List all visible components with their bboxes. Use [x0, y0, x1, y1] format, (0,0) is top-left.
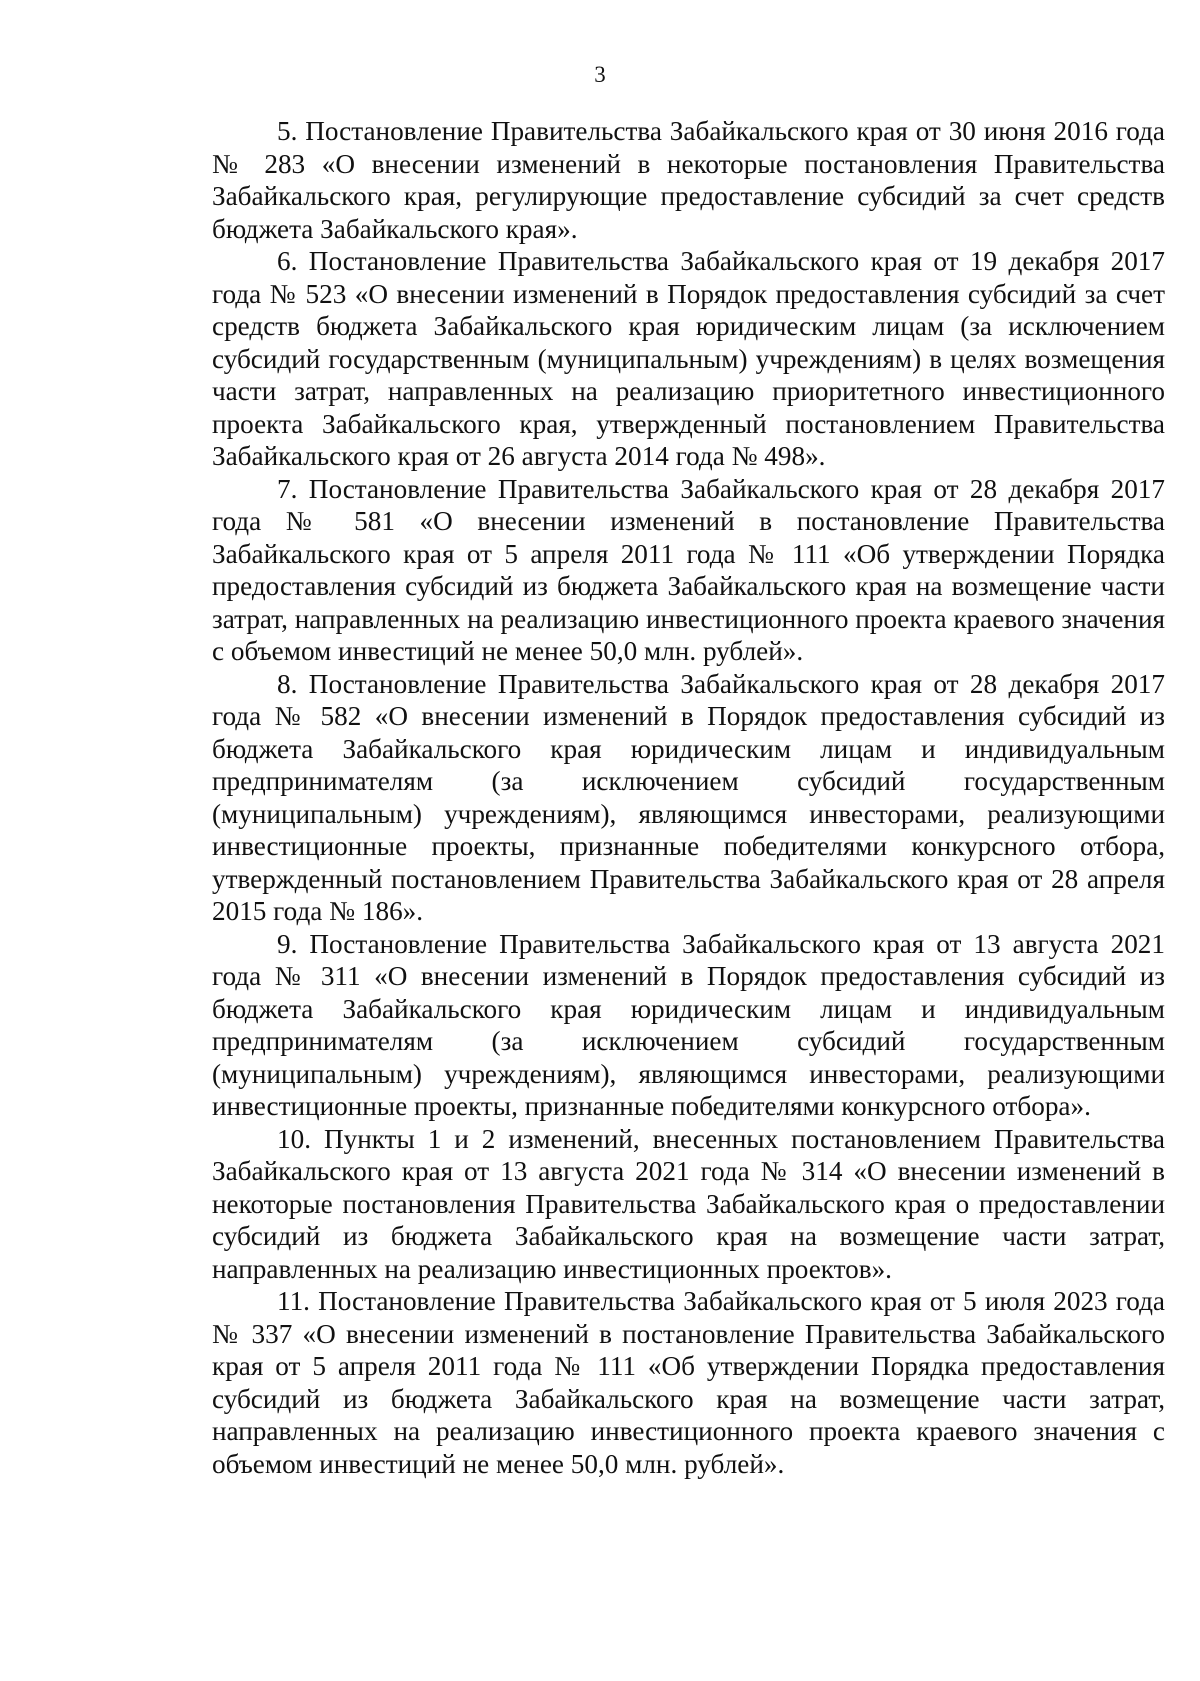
list-item-10: 10. Пункты 1 и 2 изменений, внесенных постановлением Правительства Забайкальского края от 13 августа 2021 года № 314 «О внесении изменений в некоторые постановления Правительства Забайкальского края о предоставлении субсидий из бюджета Забайкальского края на возмещение части затрат, направленных на реализацию инвестиционных проектов». — [212, 1123, 1165, 1284]
list-item-8: 8. Постановление Правительства Забайкальского края от 28 декабря 2017 года № 582 «О внесении изменений в Порядок предоставления субсидий из бюджета Забайкальского края юридическим лицам и индивидуальным предпринимателям (за исключением субсидий государственным (муниципальным) учреждениям), являющимся инвесторами, реализующими инвестиционные проекты, признанные победителями конкурсного отбора, утвержденный постановлением Правительства Забайкальского края от 28 апреля 2015 года № 186». — [212, 668, 1165, 926]
list-item-9: 9. Постановление Правительства Забайкальского края от 13 августа 2021 года № 311 «О внесении изменений в Порядок предоставления субсидий из бюджета Забайкальского края юридическим лицам и индивидуальным предпринимателям (за исключением субсидий государственным (муниципальным) учреждениям), являющимся инвесторами, реализующими инвестиционные проекты, признанные победителями конкурсного отбора». — [212, 928, 1165, 1121]
list-item-11: 11. Постановление Правительства Забайкальского края от 5 июля 2023 года № 337 «О внесении изменений в постановление Правительства Забайкальского края от 5 апреля 2011 года № 111 «Об утверждении Порядка предоставления субсидий из бюджета Забайкальского края на возмещение части затрат, направленных на реализацию инвестиционного проекта краевого значения с объемом инвестиций не менее 50,0 млн. рублей». — [212, 1286, 1165, 1479]
page-number: 3 — [594, 62, 606, 87]
list-item-6: 6. Постановление Правительства Забайкальского края от 19 декабря 2017 года № 523 «О внесении изменений в Порядок предоставления субсидий за счет средств бюджета Забайкальского края юридическим лицам (за исключением субсидий государственным (муниципальным) учреждениям) в целях возмещения части затрат, направленных на реализацию приоритетного инвестиционного проекта Забайкальского края, утвержденный постановлением Правительства Забайкальского края от 26 августа 2014 года № 498». — [212, 246, 1165, 471]
document-body — [212, 115, 1165, 1480]
list-item-7: 7. Постановление Правительства Забайкальского края от 28 декабря 2017 года № 581 «О внесении изменений в постановление Правительства Забайкальского края от 5 апреля 2011 года № 111 «Об утверждении Порядка предоставления субсидий из бюджета Забайкальского края на возмещение части затрат, направленных на реализацию инвестиционного проекта краевого значения с объемом инвестиций не менее 50,0 млн. рублей». — [212, 473, 1165, 666]
list-item-5: 5. Постановление Правительства Забайкальского края от 30 июня 2016 года № 283 «О внесении изменений в некоторые постановления Правительства Забайкальского края, регулирующие предоставление субсидий за счет средств бюджета Забайкальского края». — [212, 116, 1165, 244]
